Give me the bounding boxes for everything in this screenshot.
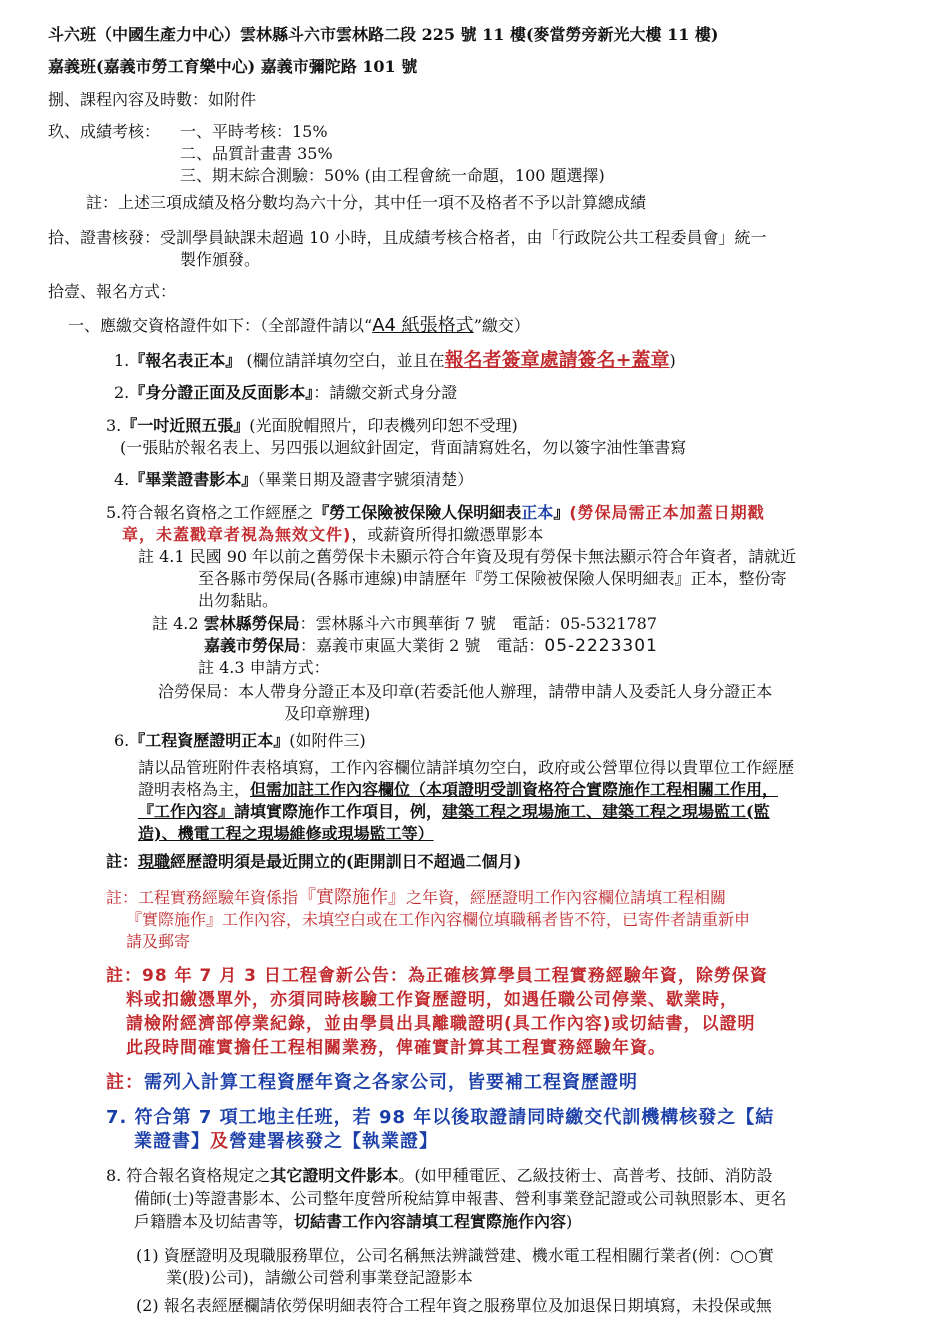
yunlin-office: 雲林縣勞保局	[203, 614, 300, 633]
doc-item-8-line3	[134, 1212, 572, 1232]
red-note-1-line3: 請及郵寄	[126, 932, 191, 951]
item-num: 4.	[114, 470, 130, 489]
item-text: 請填實際施作工作項目，例，	[234, 802, 443, 821]
doc-item-6-line3	[138, 802, 770, 822]
item-end: )	[669, 351, 676, 370]
note-text: 經歷證明須是最近開立的(距開訓日不超過二個月)	[170, 852, 522, 871]
grading-note: 註：上述三項成績及格分數均為六十分，其中任一項不及格者不予以計算總成績	[86, 193, 647, 212]
header-line-chiayi: 嘉義班(嘉義市勞工育樂中心) 嘉義市彌陀路 101 號	[48, 57, 418, 76]
stamp-warning-cont: 章，未蓋戳章者視為無效文件)	[122, 525, 352, 544]
item-title: 『報名表正本』	[129, 351, 242, 370]
item-text: 證明表格為主，	[138, 780, 251, 799]
note-4-1-line1: 註 4.1 民國 90 年以前之舊勞保卡未顯示符合年資及現有勞保卡無法顯示符合年資者，請就近	[138, 547, 797, 566]
doc-item-8-line1	[106, 1166, 773, 1186]
item-end: )	[566, 1212, 573, 1231]
doc-item-5	[106, 503, 765, 523]
item-num: 6.	[114, 731, 130, 750]
note-4-3-line2: 洽勞保局：本人帶身分證正本及印章(若委託他人辦理，請帶申請人及委託人身分證正本	[158, 682, 773, 701]
doc-item-6-line1: 請以品管班附件表格填寫，工作內容欄位請詳填勿空白，政府或公營單位得以貴單位工作經歷	[138, 758, 795, 777]
note-label: 註：	[106, 852, 139, 871]
item-title-end: 』	[553, 503, 570, 522]
company-note	[106, 1073, 638, 1093]
chiayi-phone: 05-2223301	[544, 636, 658, 656]
completion-cert: 業證書】	[134, 1131, 210, 1152]
doc-item-4	[114, 470, 473, 490]
doc-item-6-line4: 造)、機電工程之現場維修或現場監工等）	[138, 824, 434, 843]
note-4-2-yunlin	[152, 614, 657, 634]
stamp-warning: (勞保局需正本加蓋日期戳	[569, 503, 765, 522]
header-line-douliu: 斗六班（中國生產力中心）雲林縣斗六市雲林路二段 225 號 11 樓(麥當勞旁新光大樓 11 樓)	[48, 25, 719, 44]
red-note-1-line1	[106, 888, 726, 908]
doc-item-6-line2	[138, 780, 778, 800]
item-text: 戶籍謄本及切結書等，	[134, 1212, 295, 1231]
doc-item-7-line1: 7. 符合第 7 項工地主任班，若 98 年以後取證請同時繳交代訓機構核發之【結	[106, 1107, 775, 1128]
item-text: 8. 符合報名資格規定之	[106, 1166, 271, 1185]
note-text: 之年資，經歷證明工作內容欄位請填工程相關	[406, 888, 727, 907]
required-docs-heading	[68, 316, 530, 336]
doc-item-5-line2	[122, 525, 543, 545]
doc-item-3	[106, 416, 518, 436]
section-9-head: 玖、成績考核：	[48, 122, 161, 141]
current-job: 現職	[138, 852, 171, 871]
doc-item-3-line2: (一張貼於報名表上、另四張以迴紋針固定，背面請寫姓名，勿以簽字油性筆書寫	[120, 438, 687, 457]
required-docs-tail: ”繳交）	[473, 316, 530, 335]
doc-item-2	[114, 383, 457, 403]
section-8-course: 捌、課程內容及時數：如附件	[48, 90, 257, 109]
red-note-1-line2: 『實際施作』工作內容，未填空白或在工作內容欄位填職稱者皆不符，已寄件者請重新申	[126, 910, 751, 929]
chiayi-address: ：嘉義市東區大業街 2 號 電話：	[300, 636, 545, 655]
sub-item-1-line1: (1) 資歷證明及現職服務單位，公司名稱無法辨識營建、機水電工程相關行業者(例：○○實	[136, 1246, 774, 1265]
section-10-line1: 拾、證書核發：受訓學員缺課未超過 10 小時，且成績考核合格者，由「行政院公共工程委員會」統一	[48, 228, 767, 247]
doc-item-7-line2	[134, 1132, 438, 1152]
note-4-1-line3: 出勿黏貼。	[198, 591, 279, 610]
item-text: 。(如甲種電匠、乙級技術士、高普考、技師、消防設	[398, 1166, 773, 1185]
yunlin-address: ：雲林縣斗六市興華街 7 號 電話：05-5321787	[299, 614, 658, 633]
item-title: 『身分證正面及反面影本』	[129, 383, 314, 402]
item-num: 1.	[114, 351, 130, 370]
red-note-2-line2: 料或扣繳憑單外，亦須同時核驗工作資歷證明，如遇任職公司停業、歇業時，	[126, 990, 738, 1010]
doc-item-8-line2: 備師(士)等證書影本、公司整年度營所稅結算申報書、營利事業登記證或公司執照影本、更名	[134, 1189, 787, 1208]
section-11-head: 拾壹、報名方式：	[48, 282, 177, 301]
item-text: （畢業日期及證書字號須清楚）	[257, 470, 474, 489]
work-content-label: 『工作內容』	[138, 802, 235, 821]
sub-item-1-line2: 業(股)公司)，請繳公司營利事業登記證影本	[166, 1268, 473, 1287]
note-4-2-chiayi	[204, 636, 658, 656]
sign-stamp-note: 報名者簽章處請簽名+蓋章	[444, 349, 670, 371]
actual-work-emphasis: 『實際施作』	[298, 887, 407, 908]
item-text: ：請繳交新式身分證	[313, 383, 458, 402]
work-content-note: 但需加註工作內容欄位（本項證明受訓資格符合實際施作工程相關工作用，	[250, 780, 779, 799]
item-num: 2.	[114, 383, 130, 402]
conjunction: 及	[210, 1131, 229, 1152]
item-title: 『勞工保險被保險人保明細表	[313, 503, 522, 522]
section-10-line2: 製作頒發。	[180, 250, 261, 269]
item-text: 5.符合報名資格之工作經歷之	[106, 503, 314, 522]
other-docs: 其它證明文件影本	[270, 1166, 399, 1185]
item-text: (光面脫帽照片，印表機列印恕不受理)	[249, 416, 518, 435]
item-text: (欄位請詳填勿空白，並且在	[246, 351, 445, 370]
red-note-2-line4: 此段時間確實擔任工程相關業務，俾確實計算其工程實務經驗年資。	[126, 1038, 666, 1058]
practice-cert: 營建署核發之【執業證】	[229, 1131, 438, 1152]
company-note-text: 需列入計算工程資歷年資之各家公司，皆要補工程資歷證明	[144, 1072, 638, 1093]
note-4-1-line2: 至各縣市勞保局(各縣市連線)申請歷年『勞工保險被保險人保明細表』正本，整份寄	[198, 569, 787, 588]
item-title: 『一吋近照五張』	[121, 416, 250, 435]
grading-item-1: 一、平時考核：15%	[180, 122, 328, 141]
item-text: (如附件三)	[289, 731, 366, 750]
grading-item-2: 二、品質計畫書 35%	[180, 144, 333, 163]
work-example: 建築工程之現場施工、建築工程之現場監工(監	[442, 802, 770, 821]
affidavit-note: 切結書工作內容請填工程實際施作內容	[294, 1212, 567, 1231]
item-title: 『畢業證書影本』	[129, 470, 258, 489]
note-label: 註 4.2	[152, 614, 199, 633]
grading-item-3: 三、期末綜合測驗：50% (由工程會統一命題，100 題選擇)	[180, 166, 605, 185]
current-job-note	[106, 852, 521, 872]
a4-format: A4 紙張格式	[372, 315, 474, 336]
red-note-2-line3: 請檢附經濟部停業紀錄，並由學員出具離職證明(具工作內容)或切結書，以證明	[126, 1014, 756, 1034]
doc-item-6	[114, 731, 366, 751]
item-num: 3.	[106, 416, 122, 435]
red-note-2-line1: 註：98 年 7 月 3 日工程會新公告：為正確核算學員工程實務經驗年資，除勞保資	[106, 966, 768, 986]
item-title: 『工程資歷證明正本』	[129, 731, 290, 750]
item-text: ，或薪資所得扣繳憑單影本	[351, 525, 544, 544]
sub-item-2-line1: (2) 報名表經歷欄請依勞保明細表符合工程年資之服務單位及加退保日期填寫，未投保或無	[136, 1296, 772, 1315]
note-4-3-line3: 及印章辦理)	[284, 704, 371, 723]
note-text: 註：工程實務經驗年資係指	[106, 888, 299, 907]
note-4-3-line1: 註 4.3 申請方式：	[198, 658, 330, 677]
required-docs-text: 一、應繳交資格證件如下：（全部證件請以“	[68, 316, 373, 335]
original-copy: 正本	[521, 503, 554, 522]
note-label: 註：	[106, 1072, 144, 1093]
doc-item-1	[114, 350, 676, 371]
chiayi-office: 嘉義市勞保局	[204, 636, 301, 655]
